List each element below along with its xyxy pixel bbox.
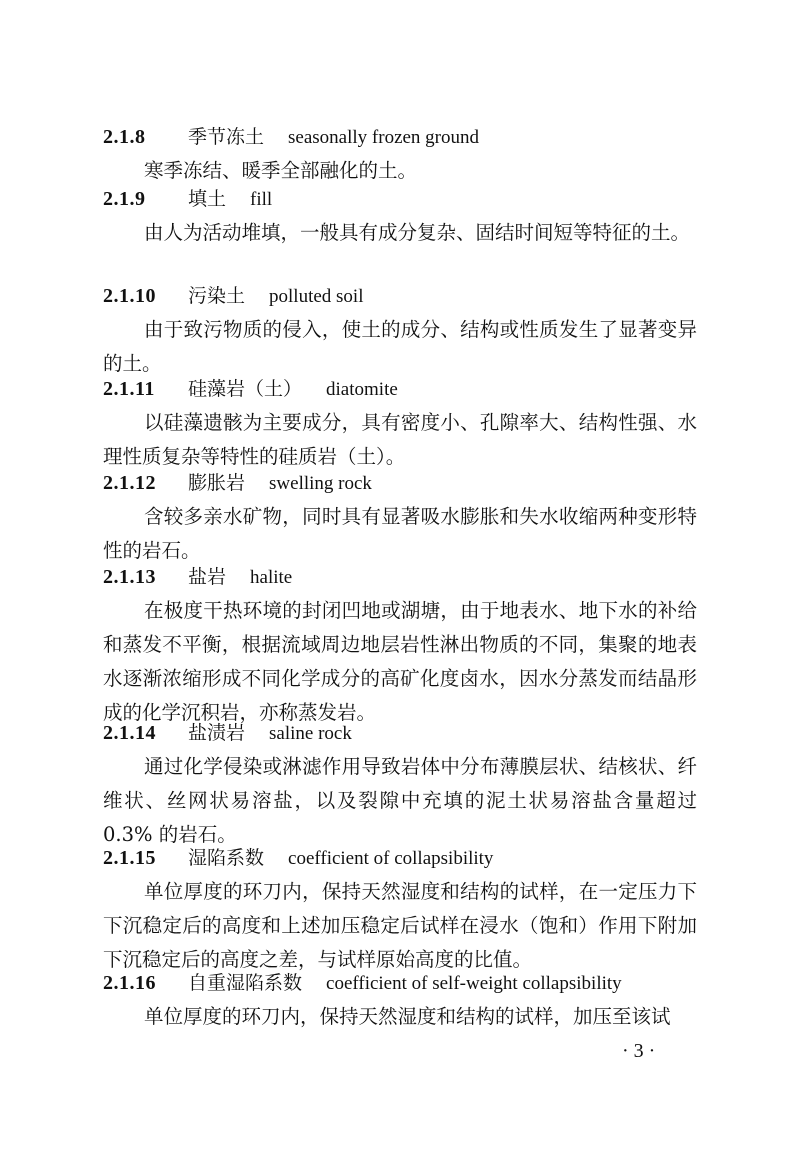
definition-text: 由人为活动堆填，一般具有成分复杂、固结时间短等特征的土。 — [144, 221, 691, 244]
term-chinese: 自重湿陷系数 — [188, 972, 303, 994]
clause-number: 2.1.8 — [103, 126, 146, 148]
entry-heading — [103, 466, 703, 500]
term-english: coefficient of collapsibility — [288, 848, 494, 869]
entry-heading — [103, 372, 703, 406]
definition-text: 含较多亲水矿物，同时具有显著吸水膨胀和失水收缩两种变形特性的岩石。 — [103, 505, 697, 562]
definition-text: 单位厚度的环刀内，保持天然湿度和结构的试样，在一定压力下下沉稳定后的高度和上述加压稳定后试样在浸水（饱和）作用下附加下沉稳定后的高度之差，与试样原始高度的比值。 — [103, 880, 697, 971]
definition-text: 通过化学侵染或淋滤作用导致岩体中分布薄膜层状、结核状、纤维状、丝网状易溶盐，以及裂隙中充填的泥土状易溶盐含量超过0.3% 的岩石。 — [103, 755, 697, 846]
term-english: swelling rock — [269, 473, 372, 494]
term-english: saline rock — [269, 723, 352, 744]
definition-entry — [103, 372, 703, 474]
definition-entry — [103, 279, 703, 381]
definition-text: 由于致污物质的侵入，使土的成分、结构或性质发生了显著变异的土。 — [103, 318, 697, 375]
definition-entry — [103, 716, 703, 852]
definition-entry — [103, 841, 703, 977]
clause-number: 2.1.10 — [103, 285, 156, 307]
term-english: fill — [250, 189, 273, 210]
term-chinese: 季节冻土 — [188, 126, 265, 148]
definition-entry — [103, 120, 703, 188]
term-chinese: 污染土 — [188, 285, 246, 307]
definition-entry — [103, 182, 703, 250]
definition-entry — [103, 466, 703, 568]
term-english: coefficient of self-weight collapsibility — [326, 973, 622, 994]
entry-heading — [103, 966, 703, 1000]
clause-number: 2.1.14 — [103, 722, 156, 744]
definition-text: 寒季冻结、暖季全部融化的土。 — [144, 159, 418, 182]
entry-heading — [103, 182, 703, 216]
term-english: seasonally frozen ground — [288, 127, 480, 148]
definition-entry — [103, 966, 703, 1034]
term-english: diatomite — [326, 379, 398, 400]
page-number: · 3 · — [622, 1040, 656, 1062]
term-english: halite — [250, 567, 293, 588]
clause-number: 2.1.16 — [103, 972, 156, 994]
term-chinese: 硅藻岩（土） — [188, 378, 303, 400]
term-english: polluted soil — [269, 286, 364, 307]
term-chinese: 填土 — [188, 188, 227, 210]
entry-heading — [103, 279, 703, 313]
term-chinese: 盐岩 — [188, 566, 227, 588]
definition-text: 以硅藻遗骸为主要成分，具有密度小、孔隙率大、结构性强、水理性质复杂等特性的硅质岩（土）。 — [103, 411, 697, 468]
entry-heading — [103, 841, 703, 875]
entry-heading — [103, 716, 703, 750]
clause-number: 2.1.15 — [103, 847, 156, 869]
clause-number: 2.1.13 — [103, 566, 156, 588]
term-chinese: 湿陷系数 — [188, 847, 265, 869]
definition-text: 在极度干热环境的封闭凹地或湖塘，由于地表水、地下水的补给和蒸发不平衡，根据流域周边地层岩性淋出物质的不同，集聚的地表水逐渐浓缩形成不同化学成分的高矿化度卤水，因水分蒸发而结晶形成的化学沉积岩，亦称蒸发岩。 — [103, 599, 697, 724]
definition-entry — [103, 560, 703, 730]
definition-text: 单位厚度的环刀内，保持天然湿度和结构的试样，加压至该试 — [144, 1005, 671, 1028]
term-chinese: 盐渍岩 — [188, 722, 246, 744]
term-chinese: 膨胀岩 — [188, 472, 246, 494]
clause-number: 2.1.11 — [103, 378, 155, 400]
clause-number: 2.1.12 — [103, 472, 156, 494]
entry-heading — [103, 560, 703, 594]
entry-heading — [103, 120, 703, 154]
clause-number: 2.1.9 — [103, 188, 146, 210]
